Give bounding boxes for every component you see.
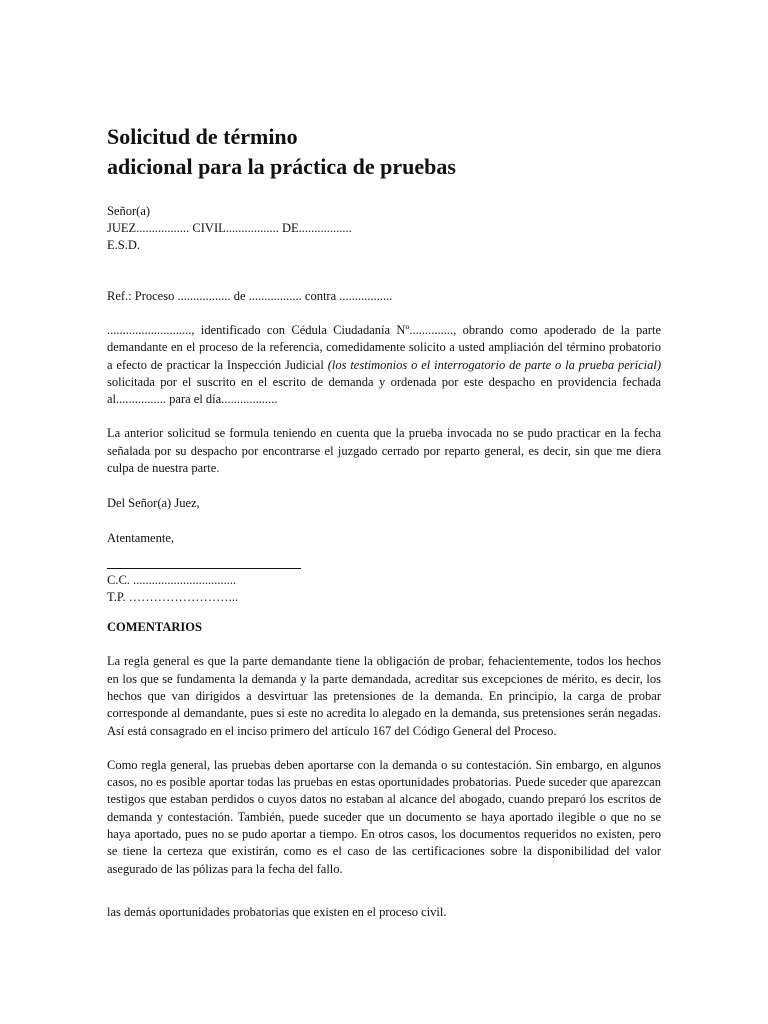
title-line-2: adicional para la práctica de pruebas [107,154,456,179]
comments-final-line: las demás oportunidades probatorias que existen en el proceso civil. [107,904,447,919]
salutation: Del Señor(a) Juez, [107,496,200,511]
title-line-1: Solicitud de término [107,124,298,149]
request-paragraph [107,322,661,408]
justification-paragraph: La anterior solicitud se formula teniendo en cuenta que la prueba invocada no se pudo practicar en la fecha señalada por su despacho por encontrarse el juzgado cerrado por reparto general, es decir, sin que me diera culpa de nuestra parte. [107,426,661,476]
addressee-line-2: JUEZ................. CIVIL................. DE................. [107,221,352,235]
signature-fields [107,572,661,606]
comments-heading: COMENTARIOS [107,620,202,635]
request-text-end: solicitada por el suscrito en el escrito de demanda y ordenada por este despacho en providencia fechada al................ para el día.................. [107,374,661,407]
document-title [107,122,661,182]
request-text-start: ..........................., identificado con Cédula Ciudadanía Nº.............., obrando como apoderado de la parte demandante en el proceso de la referencia, comedidamente solicito a usted ampliación del término probatorio a efecto de practicar la Inspección Judicial [107,323,661,372]
document-page [107,122,661,921]
addressee-line-3: E.S.D. [107,238,140,252]
reference-line: Ref.: Proceso ................. de ................. contra ................. [107,289,393,303]
signature-line [107,568,301,569]
cc-field: C.C. ................................. [107,573,237,588]
signoff: Atentamente, [107,531,174,546]
request-text-italic: (los testimonios o el interrogatorio de parte o la prueba pericial) [327,357,661,372]
comments-paragraph-1: La regla general es que la parte demandante tiene la obligación de probar, fehacientemente, todos los hechos en los que se fundamenta la demanda y la parte demandada, acreditar sus excepciones de mérito, es decir, los hechos que van dirigidos a desvirtuar las pretensiones de la demanda. En principio, la carga de probar corresponde al demandante, pues si este no acredita lo alegado en la demanda, sus pretensiones serán negadas. Así está consagrado en el inciso primero del artículo 167 del Código General del Proceso. [107,654,661,738]
addressee-block [107,203,661,254]
comments-paragraph-2: Como regla general, las pruebas deben aportarse con la demanda o su contestación. Sin embargo, en algunos casos, no es posible aportar todas las pruebas en estas oportunidades probatorias. Puede suceder que aparezcan testigos que estaban perdidos o cuyos datos no estaban al alcance del abogado, cuando preparó los escritos de demanda y contestación. También, puede suceder que un documento se haya aportado ilegible o que no se haya aportado, pues no se pudo aportar a tiempo. En otros casos, los documentos requeridos no existen, pero se tiene la certeza que existirán, como es el caso de las certificaciones sobre la disponibilidad del valor asegurado de las pólizas para la fecha del fallo. [107,757,661,876]
addressee-line-1: Señor(a) [107,204,151,218]
tp-field: T.P. ……………………... [107,590,239,605]
